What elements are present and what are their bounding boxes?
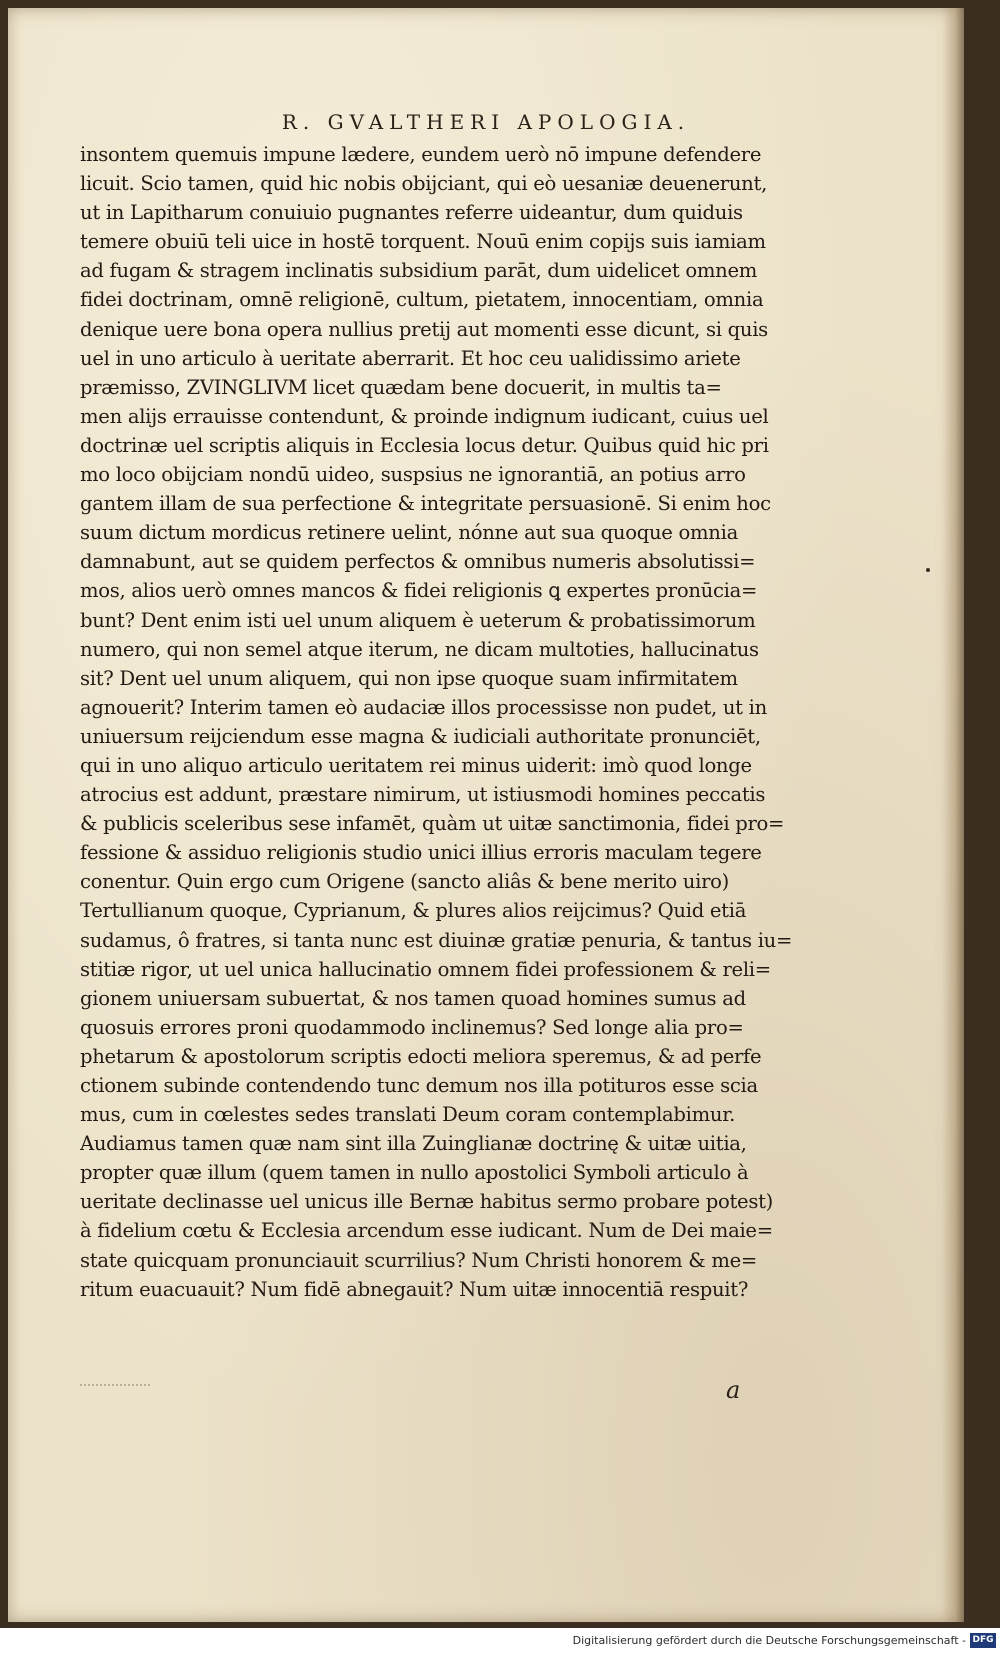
text-line: gantem illam de sua perfectione & integritate persuasionē. Si enim hoc: [80, 492, 771, 516]
text-line: sit? Dent uel unum aliquem, qui non ipse quoque suam infirmitatem: [80, 666, 738, 690]
text-line: bunt? Dent enim isti uel unum aliquem è ueterum & probatissimorum: [80, 608, 756, 632]
dfg-logo: DFG: [970, 1633, 996, 1648]
text-line: stitiæ rigor, ut uel unica hallucinatio omnem fidei professionem & reli=: [80, 957, 771, 981]
text-line: præmisso, ZVINGLIVM licet quædam bene docuerit, in multis ta=: [80, 375, 722, 399]
text-line: mus, cum in cœlestes sedes translati Deum coram contemplabimur.: [80, 1103, 736, 1127]
text-line: Audiamus tamen quæ nam sint illa Zuinglianæ doctrinę & uitæ uitia,: [80, 1132, 747, 1156]
page-edge-shadow: [942, 8, 964, 1622]
text-line: quosuis errores proni quodammodo inclinemus? Sed longe alia pro=: [80, 1015, 744, 1039]
text-line: temere obuiū teli uice in hostē torquent. Nouū enim copijs suis iamiam: [80, 230, 766, 254]
ink-spot: [926, 568, 930, 572]
text-line: Tertullianum quoque, Cyprianum, & plures alios reijcimus? Quid etiā: [80, 899, 747, 923]
footer-bar: [0, 1628, 1000, 1653]
text-line: men alijs errauisse contendunt, & proinde indignum iudicant, cuius uel: [80, 404, 769, 428]
text-line: insontem quemuis impune lædere, eundem uerò nō impune defendere: [80, 143, 762, 166]
text-line: damnabunt, aut se quidem perfectos & omnibus numeris absolutissi=: [80, 550, 756, 574]
funding-credit: Digitalisierung gefördert durch die Deutsche Forschungsgemeinschaft -: [572, 1634, 966, 1647]
text-line: atrocius est addunt, præstare nimirum, ut istiusmodi homines peccatis: [80, 783, 766, 807]
text-line: phetarum & apostolorum scriptis edocti meliora speremus, & ad perfe: [80, 1044, 762, 1068]
text-line: state quicquam pronunciauit scurrilius? Num Christi honorem & me=: [80, 1248, 758, 1272]
book-page: [8, 8, 964, 1622]
text-line: ad fugam & stragem inclinatis subsidium parāt, dum uidelicet omnem: [80, 259, 758, 283]
text-line: propter quæ illum (quem tamen in nullo apostolici Symboli articulo à: [80, 1161, 749, 1185]
body-text: [80, 140, 820, 1304]
text-line: numero, qui non semel atque iterum, ne dicam multoties, hallucinatus: [80, 637, 759, 661]
text-line: agnouerit? Interim tamen eò audaciæ illos processisse non pudet, ut in: [80, 695, 767, 719]
text-line: ctionem subinde contendendo tunc demum nos illa potituros esse scia: [80, 1074, 758, 1097]
text-line: qui in uno aliquo articulo ueritatem rei minus uiderit: imò quod longe: [80, 753, 752, 777]
text-line: à fidelium cœtu & Ecclesia arcendum esse iudicant. Num de Dei maie=: [80, 1219, 773, 1243]
text-line: uniuersum reijciendum esse magna & iudiciali authoritate pronunciēt,: [80, 724, 761, 748]
text-line: uel in uno articulo à ueritate aberrarit. Et hoc ceu ualidissimo ariete: [80, 346, 741, 370]
text-line: suum dictum mordicus retinere uelint, nónne aut sua quoque omnia: [80, 521, 738, 545]
text-line: ritum euacuauit? Num fidē abnegauit? Num uitæ innocentiā respuit?: [80, 1277, 749, 1301]
text-line: fessione & assiduo religionis studio unici illius erroris maculam tegere: [80, 841, 762, 865]
text-line: fidei doctrinam, omnē religionē, cultum, pietatem, innocentiam, omnia: [80, 288, 764, 312]
signature-mark: a: [726, 1376, 741, 1404]
text-line: sudamus, ô fratres, si tanta nunc est diuinæ gratiæ penuria, & tantus iu=: [80, 928, 793, 952]
text-line: ueritate declinasse uel unicus ille Bernæ habitus sermo probare potest): [80, 1190, 774, 1214]
text-line: mo loco obijciam nondū uideo, suspsius ne ignorantiā, an potius arro: [80, 463, 746, 487]
text-line: mos, alios uerò omnes mancos & fidei religionis ꝗ expertes pronūcia=: [80, 579, 758, 603]
faint-mark: [80, 1378, 150, 1386]
text-line: conentur. Quin ergo cum Origene (sancto aliâs & bene merito uiro): [80, 870, 729, 894]
text-line: ut in Lapitharum conuiuio pugnantes referre uideantur, dum quiduis: [80, 201, 743, 225]
text-line: gionem uniuersam subuertat, & nos tamen quoad homines sumus ad: [80, 986, 746, 1010]
text-line: licuit. Scio tamen, quid hic nobis obijciant, qui eò uesaniæ deuenerunt,: [80, 172, 768, 196]
text-line: denique uere bona opera nullius pretij aut momenti esse dicunt, si quis: [80, 317, 768, 341]
running-head: R. GVALTHERI APOLOGIA.: [281, 110, 691, 134]
text-line: doctrinæ uel scriptis aliquis in Ecclesia locus detur. Quibus quid hic pri: [80, 433, 769, 457]
text-line: & publicis sceleribus sese infamēt, quàm ut uitæ sanctimonia, fidei pro=: [80, 812, 785, 836]
